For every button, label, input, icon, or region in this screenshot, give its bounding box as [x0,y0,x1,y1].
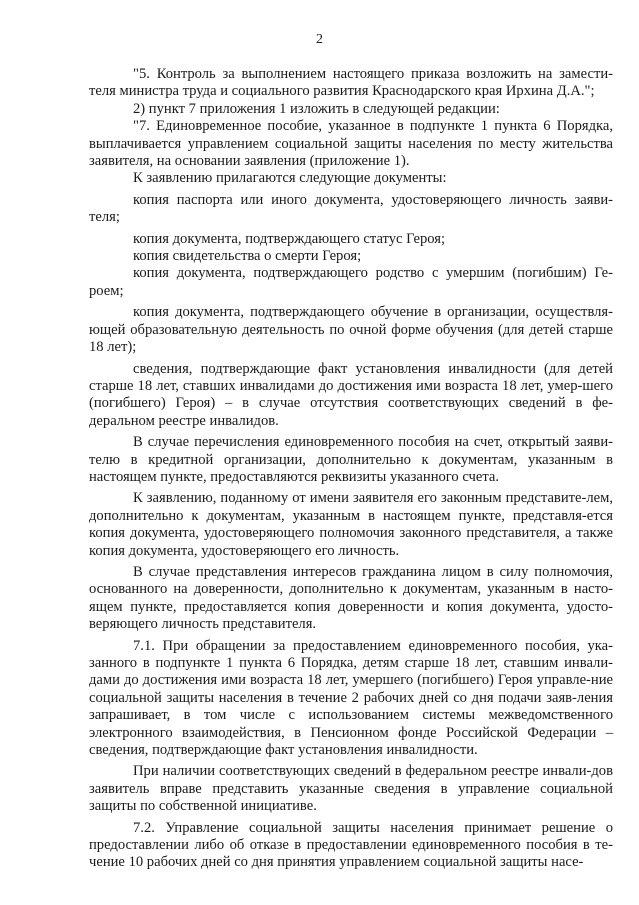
paragraph-disability-info: сведения, подтверждающие факт установления инвалидности (для детей старше 18 лет, ставших инвалидами до достижения ими возраста 18 лет, умер-шего (погибшего) Героя) – в случае отсутствия соответствующих сведений в фе-деральном реестре инвалидов. [89,360,613,429]
paragraph-item-2: 2) пункт 7 приложения 1 изложить в следующей редакции: [133,100,500,117]
paragraph-death-certificate-copy: копия свидетельства о смерти Героя; [133,248,362,265]
paragraph-power-of-attorney: В случае представления интересов гражданина лицом в силу полномочия, основанного на доверенности, дополнительно к документам, указанным в насто-ящем пункте, предоставляется копия доверенности и копия документа, удосто-веряющего личность представителя. [89,563,613,633]
paragraph-own-initiative: При наличии соответствующих сведений в федеральном реестре инвали-дов заявитель вправе представить указанные сведения в управление социальной защиты по собственной инициативе. [89,763,613,815]
paragraph-clause-7: "7. Единовременное пособие, указанное в подпункте 1 пункта 6 Порядка, выплачивается управлением социальной защиты населения по месту жительства заявителя, на основании заявления (приложение 1). [89,118,613,170]
paragraph-documents-intro: К заявлению прилагаются следующие документы: [133,170,447,187]
paragraph-education-copy: копия документа, подтверждающего обучение в организации, осуществля-ющей образовательную деятельность по очной форме обучения (для детей старше 18 лет); [89,304,613,356]
document-body [89,66,613,872]
paragraph-clause-7-2: 7.2. Управление социальной защиты населения принимает решение о предоставлении либо об отказе в предоставлении единовременного пособия в те-чение 10 рабочих дней со дня принятия управлением социальной защиты насе- [89,819,613,871]
paragraph-clause-7-1: 7.1. При обращении за предоставлением единовременного пособия, ука-занного в подпункте 1 пункта 6 Порядка, детям старше 18 лет, ставшим инвали-дами до достижения ими возраста 18 лет, умершего (погибшего) Героя управле-ние социальной защиты населения в течение 2 рабочих дней со дня подачи заяв-ления запрашивает, в том числе с использованием системы межведомственного электронного взаимодействия, в Пенсионном фонде Российской Федерации – сведения, подтверждающие факт установления инвалидности. [89,637,613,759]
paragraph-legal-representative: К заявлению, поданному от имени заявителя его законным представите-лем, дополнительно к документам, указанным в настоящем пункте, представля-ется копия документа, удостоверяющего полномочия законного представителя, а также копия документа, удостоверяющего его личность. [89,490,613,559]
paragraph-hero-status-copy: копия документа, подтверждающего статус Героя; [133,230,446,247]
paragraph-passport-copy: копия паспорта или иного документа, удостоверяющего личность заяви-теля; [89,191,613,226]
paragraph-bank-account: В случае перечисления единовременного пособия на счет, открытый заяви-телю в кредитной организации, дополнительно к документам, указанным в настоящем пункте, предоставляются реквизиты указанного счета. [89,434,613,485]
paragraph-kinship-copy: копия документа, подтверждающего родство с умершим (погибшим) Ге-роем; [89,265,613,299]
paragraph-control-clause: "5. Контроль за выполнением настоящего приказа возложить на замести-теля министра труда и социального развития Краснодарского края Ирхина Д.А."; [89,66,613,100]
page-number: 2 [316,32,323,47]
